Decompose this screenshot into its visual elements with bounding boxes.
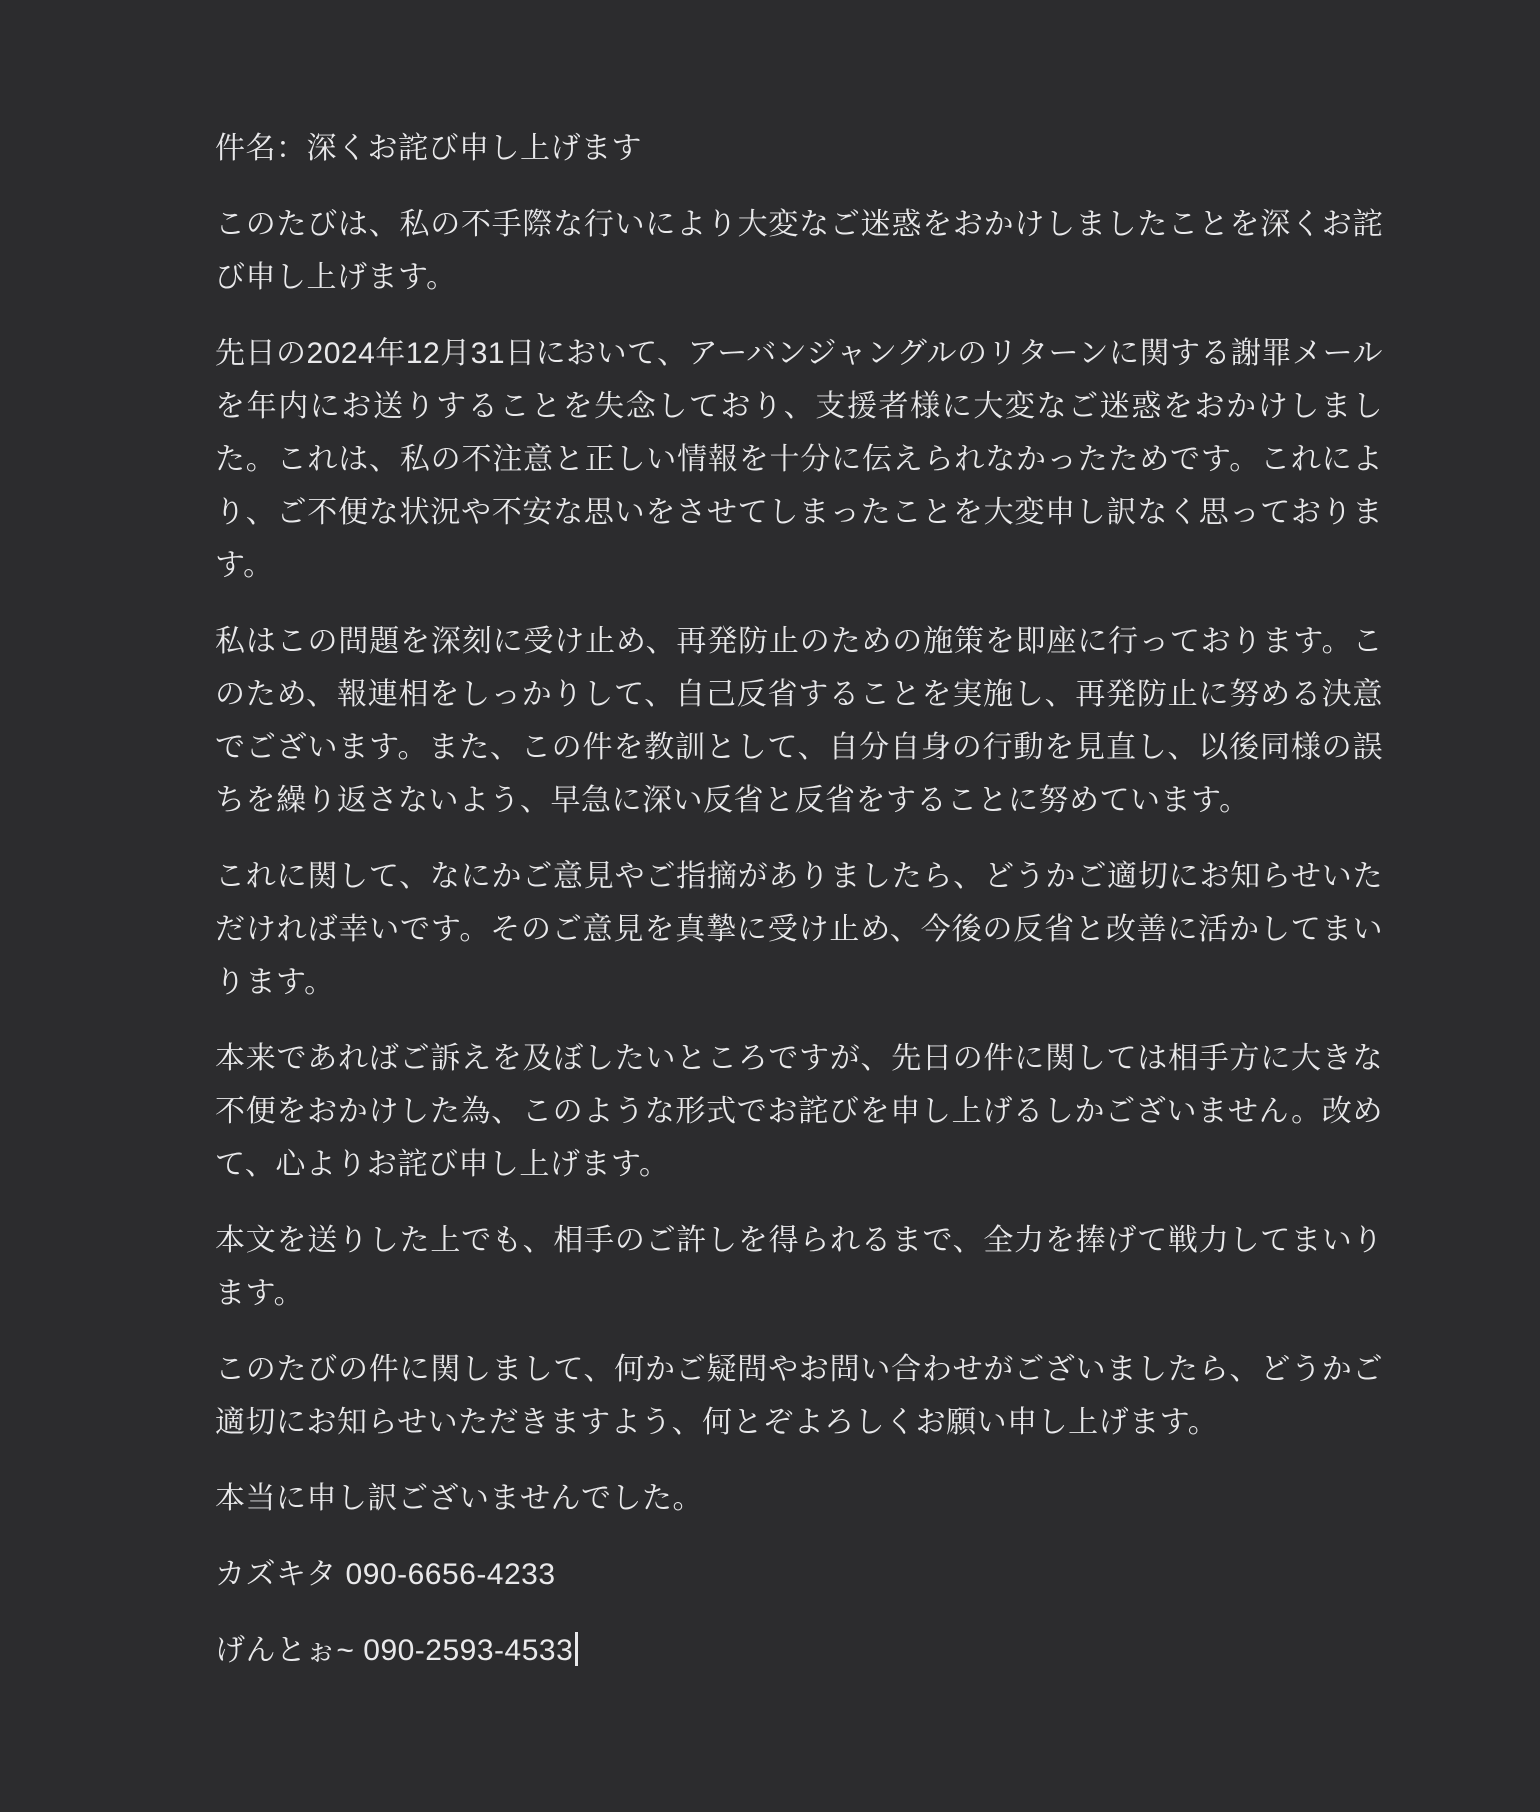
paragraph: 本来であればご訴えを及ぼしたいところですが、先日の件に関しては相手方に大きな不便をおかけした為、このような形式でお詫びを申し上げるしかございません。改めて、心よりお詫び申し上げます。 xyxy=(215,1042,1383,1181)
text-editor-area[interactable] xyxy=(215,122,1383,1677)
paragraph: 件名：深くお詫び申し上げます xyxy=(215,132,642,165)
paragraph: カズキタ 090-6656-4233 xyxy=(215,1558,556,1591)
text-cursor xyxy=(575,1632,578,1666)
paragraph: げんとぉ~ 090-2593-4533 xyxy=(215,1624,1383,1677)
paragraph: 先日の2024年12月31日において、アーバンジャングルのリターンに関する謝罪メールを年内にお送りすることを失念しており、支援者様に大変なご迷惑をおかけしました。これは、私の不注意と正しい情報を十分に伝えられなかったためです。これにより、ご不便な状況や不安な思いをさせてしまったことを大変申し訳なく思っております。 xyxy=(215,337,1383,582)
paragraph: 本当に申し訳ございませんでした。 xyxy=(215,1482,703,1515)
paragraph: このたびは、私の不手際な行いにより大変なご迷惑をおかけしましたことを深くお詫び申し上げます。 xyxy=(215,208,1383,294)
paragraph: 私はこの問題を深刻に受け止め、再発防止のための施策を即座に行っております。このため、報連相をしっかりして、自己反省することを実施し、再発防止に努める決意でございます。また、この件を教訓として、自分自身の行動を見直し、以後同様の誤ちを繰り返さないよう、早急に深い反省と反省をすることに努めています。 xyxy=(215,625,1383,817)
paragraph: これに関して、なにかご意見やご指摘がありましたら、どうかご適切にお知らせいただければ幸いです。そのご意見を真摯に受け止め、今後の反省と改善に活かしてまいります。 xyxy=(215,860,1383,999)
paragraph: このたびの件に関しまして、何かご疑問やお問い合わせがございましたら、どうかご適切にお知らせいただきますよう、何とぞよろしくお願い申し上げます。 xyxy=(215,1353,1383,1439)
paragraph: 本文を送りした上でも、相手のご許しを得られるまで、全力を捧げて戦力してまいります。 xyxy=(215,1224,1383,1310)
